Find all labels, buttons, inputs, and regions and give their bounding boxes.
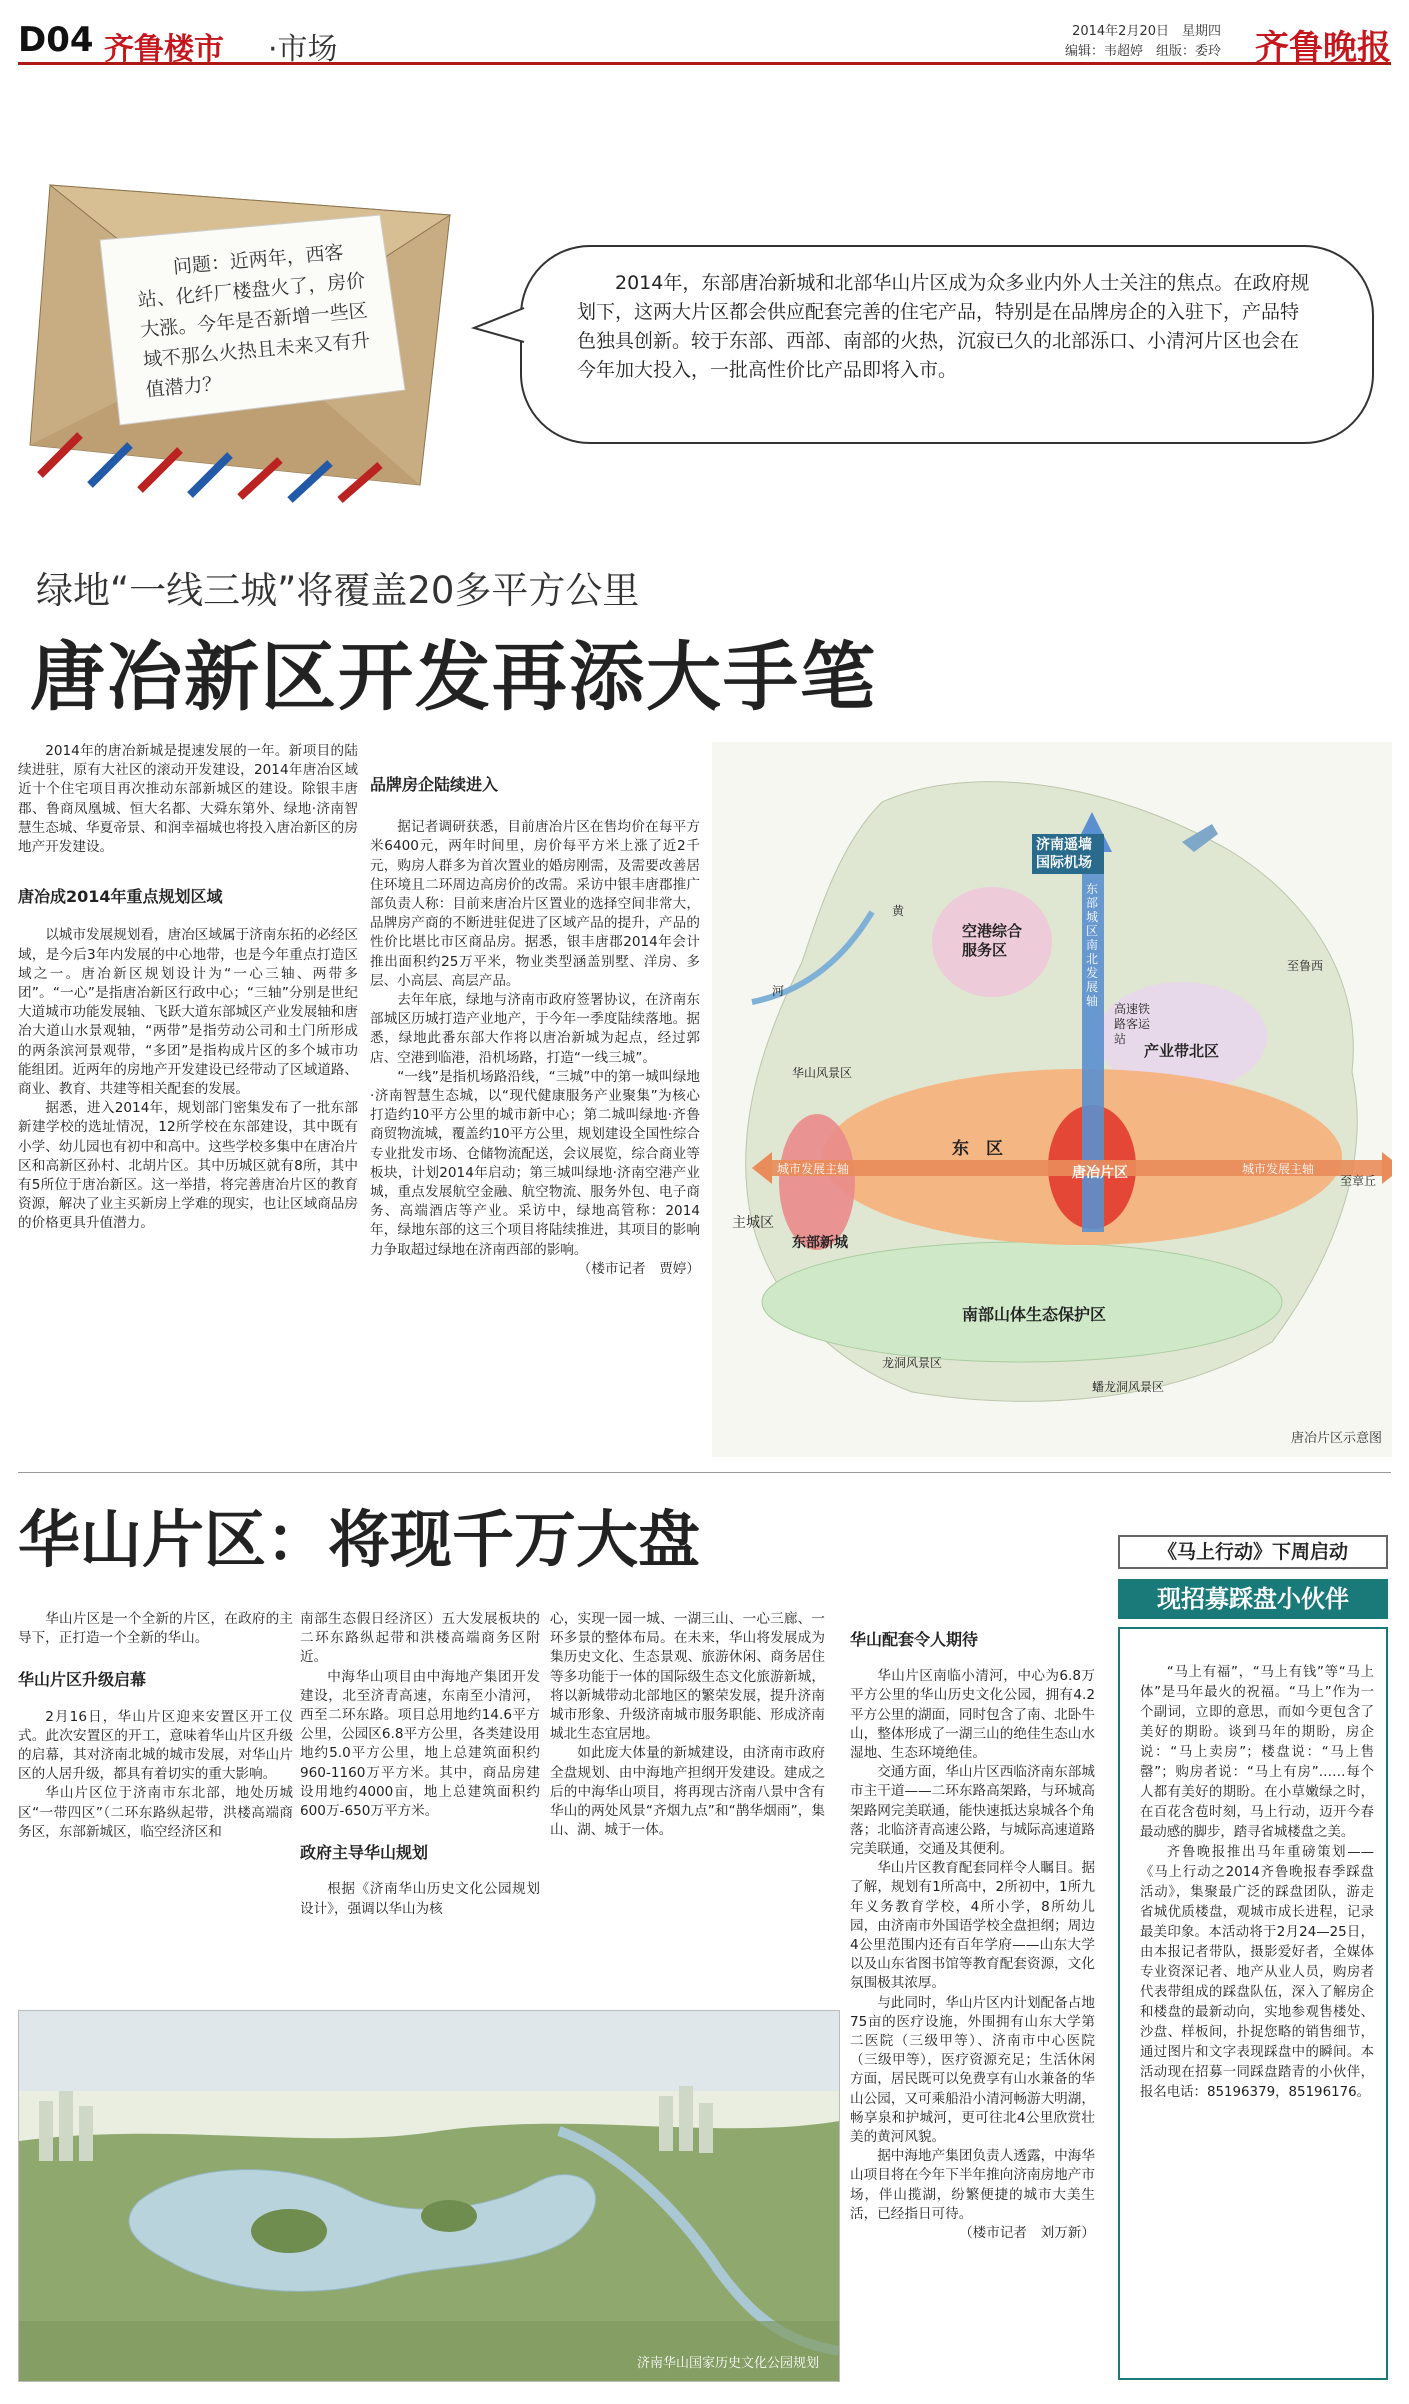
- article2-subhead-2: 政府主导华山规划: [300, 1843, 429, 1863]
- section-title: 齐鲁楼市: [104, 32, 224, 67]
- bubble-tail: [470, 300, 530, 350]
- article1-headline: 唐冶新区开发再添大手笔: [30, 633, 878, 721]
- map-label-highspeed: 高速铁路客运站: [1114, 1002, 1151, 1046]
- aerial-photo-drawing: [19, 2011, 839, 2381]
- tangye-map: [712, 742, 1392, 1457]
- article2-paragraph: 与此同时，华山片区内计划配备占地75亩的医疗设施，外围拥有山东大学第二医院（三级甲等）、济南市中心医院（三级甲等），医疗资源充足；生活休闲方面，居民既可以免费享有山水兼备的华山公园，又可乘船沿小清河畅游大明湖，畅享泉和护城河，更可往北4公里欣赏壮美的黄河风貌。: [850, 1994, 1095, 2146]
- article1-column-1: [18, 742, 358, 1234]
- envelope-illustration: [20, 145, 480, 515]
- article2-subhead-3: 华山配套令人期待: [850, 1630, 979, 1649]
- map-label-panlong: 蟠龙洞风景区: [1092, 1380, 1165, 1394]
- divider: [18, 1472, 1391, 1473]
- answer-bubble: [520, 245, 1374, 444]
- article2-paragraph: 华山片区教育配套同样令人瞩目。据了解，规划有1所高中，2所初中，1所九年义务教育学校，4所小学，8所幼儿园，由济南市外国语学校全盘担纲；周边4公里范围内还有百年学府——山东大学以及山东省图书馆等教育配套资源，文化氛围极其浓厚。: [850, 1860, 1095, 1992]
- article1-paragraph: 据悉，进入2014年，规划部门密集发布了一批东部新建学校的选址情况，12所学校在东部建设，其中既有小学、幼儿园也有初中和高中。这些学校多集中在唐冶片区和高新区孙村、北胡片区。其中历城区就有8所，其中有5所位于唐冶新区。这一举措，将完善唐冶片区的教育资源，解决了业主买新房上学难的现实，也让区域商品房的价格更具升值潜力。: [18, 1100, 358, 1232]
- article2-paragraph: 心，实现一园一城、一湖三山、一心三廊、一环多景的整体布局。在未来，华山将发展成为集历史文化、生态景观、旅游休闲、商务居住等多功能于一体的国际级生态文化旅游新城，将以新城带动北部地区的繁荣发展，提升济南城市形象、升级济南城市服务职能、形成济南城北生态宜居地。: [550, 1611, 825, 1743]
- huashan-aerial-photo: [18, 2010, 840, 2382]
- map-label-yellow-river: 黄: [892, 904, 905, 918]
- map-label-axis-west: 城市发展主轴: [777, 1162, 850, 1176]
- article2-paragraph: 据中海地产集团负责人透露，中海华山项目将在今年下半年推向济南房地产市场，伴山揽湖，纷繁便捷的城市大美生活，已经指日可待。: [850, 2148, 1095, 2222]
- article2-paragraph: 南部生态假日经济区）五大发展板块的二环东路纵起带和洪楼高端商务区附近。: [300, 1611, 540, 1666]
- map-label-main-city: 主城区: [732, 1215, 774, 1231]
- page-code: D04: [18, 20, 94, 60]
- article2-column-4: [850, 1630, 1095, 2243]
- map-label-airport: 济南遥墙国际机场: [1032, 834, 1104, 874]
- map-caption: 唐冶片区示意图: [1290, 1431, 1382, 1446]
- article2-column-2: [300, 1610, 540, 1919]
- sidebar-title: 现招募踩盘小伙伴: [1118, 1579, 1388, 1619]
- article1-kicker: 绿地“一线三城”将覆盖20多平方公里: [36, 569, 640, 612]
- article2-paragraph: 交通方面，华山片区西临济南东部城市主干道——二环东路高架路，与环城高架路网完美联通，能快速抵达泉城各个角落；北临济青高速公路，与城际高速道路完美联通，交通及其便利。: [850, 1764, 1095, 1858]
- map-label-tangye-center: 唐冶片区: [1072, 1165, 1128, 1181]
- map-label-axis-vertical: 东部城区南北发展轴: [1086, 882, 1099, 1008]
- masthead: [18, 18, 1391, 68]
- issue-date: 2014年2月20日 星期四: [1072, 24, 1221, 39]
- article2-paragraph: 2月16日，华山片区迎来安置区开工仪式。此次安置区的开工，意味着华山片区升级的启幕，其对济南北城的城市发展，对华山片区的人居升级，都具有着切实的重大影响。: [18, 1708, 293, 1783]
- map-label-axis-east: 城市发展主轴: [1242, 1162, 1315, 1176]
- article1-subhead-1: 唐冶成2014年重点规划区域: [18, 887, 223, 907]
- sidebar-box: [1118, 1627, 1388, 2380]
- question-note: 问题：近两年，西客站、化纤厂楼盘火了，房价大涨。今年是否新增一些区域不那么火热且未来又有升值潜力？: [136, 241, 372, 402]
- article2-byline: （楼市记者 刘万新）: [959, 2225, 1095, 2242]
- article1-paragraph: 2014年的唐冶新城是提速发展的一年。新项目的陆续进驻，原有大社区的滚动开发建设，2014年唐冶区域近十个住宅项目再次推动东部新城区的建设。除银丰唐郡、鲁商凤凰城、恒大名都、大舜东第外、绿地·济南智慧生态城、华夏帝景、和润幸福城也将投入唐冶新区的房地产开发建设。: [18, 743, 358, 856]
- sidebar-paragraph: 齐鲁晚报推出马年重磅策划——《马上行动之2014齐鲁晚报春季踩盘活动》，集聚最广泛的踩盘团队，游走省城优质楼盘，观城市成长进程，记录最美印象。本活动将于2月24—25日，由本报记者带队，摄影爱好者，全媒体专业资深记者、地产从业人员，购房者代表带组成的踩盘队伍，深入了解房企和楼盘的最新动向，实地参观售楼处、沙盘、样板间，扑捉您略的销售细节，通过图片和文字表现踩盘中的瞬间。本活动现在招募一同踩盘踏青的小伙伴，报名电话：85196379，85196176。: [1140, 1845, 1374, 2100]
- map-label-south-eco: 南部山体生态保护区: [962, 1305, 1107, 1324]
- article1-paragraph: 以城市发展规划看，唐冶区域属于济南东拓的必经区域，是今后3年内发展的中心地带，也是今年重点打造区域之一。唐冶新区规划设计为“一心三轴、两带多团”。“一心”是指唐冶新区行政中心；“三轴”分别是世纪大道城市功能发展轴、飞跃大道东部城区产业发展轴和唐冶大道山水景观轴，“两带”是指劳动公司和土门所形成的两条滨河景观带，“多团”是指构成片区的多个城市功能组团。近两年的房地产开发建设已经带动了区域道路、商业、教育、共建等相关配套的发展。: [18, 927, 358, 1098]
- article2-paragraph: 根据《济南华山历史文化公园规划设计》，强调以华山为核: [300, 1881, 540, 1917]
- sidebar-paragraph: “马上有福”，“马上有钱”等“马上体”是马年最火的祝福。“马上”作为一个副词，立即的意思，而如今更包含了美好的期盼。谈到马年的期盼，房企说：“马上卖房”；楼盘说：“马上售罄”；购房者说：“马上有房”……每个人都有美好的期盼。在小草嫩绿之时，在百花含苞时刻，马上行动，迈开今春最动感的脚步，踏寻省城楼盘之美。: [1140, 1665, 1374, 1840]
- subsection-title: ·市场: [268, 32, 338, 67]
- article1-subhead-2: 品牌房企陆续进入: [370, 775, 499, 794]
- article2-subhead-1: 华山片区升级启幕: [18, 1670, 147, 1690]
- map-label-east-zone: 东 区: [952, 1139, 1003, 1159]
- article2-paragraph: 华山片区位于济南市东北部，地处历城区“一带四区”（二环东路纵起带，洪楼高端商务区，东部新城区，临空经济区和: [18, 1785, 293, 1840]
- article1-byline: （楼市记者 贾婷）: [577, 1260, 700, 1277]
- map-label-to-zhangqiu: 至章丘: [1340, 1174, 1377, 1188]
- map-label-longdong: 龙洞风景区: [882, 1356, 943, 1370]
- map-label-airport-zone: 空港综合服务区: [962, 922, 1023, 959]
- map-label-to-luxi: 至鲁西: [1287, 959, 1324, 973]
- paper-logo: 齐鲁晚报: [1255, 28, 1391, 68]
- article2-paragraph: 如此庞大体量的新城建设，由济南市政府全盘规划、由中海地产担纲开发建设。建成之后的中海华山项目，将再现古济南八景中含有华山的两处风景“齐烟九点”和“鹊华烟雨”，集山、湖、城于一体。: [550, 1745, 825, 1839]
- sidebar: [1118, 1535, 1388, 2380]
- answer-text: 2014年，东部唐冶新城和北部华山片区成为众多业内外人士关注的焦点。在政府规划下，这两大片区都会供应配套完善的住宅产品，特别是在品牌房企的入驻下，产品特色独具创新。较于东部、西部、南部的火热，沉寂已久的北部泺口、小清河片区也会在今年加大投入，一批高性价比产品即将入市。: [577, 272, 1310, 381]
- map-label-east-new-city: 东部新城: [792, 1235, 848, 1251]
- article2-paragraph: 中海华山项目由中海地产集团开发建设，北至济青高速，东南至小清河，西至二环东路。项目总用地约14.6平方公里，公园区6.8平方公里，各类建设用地约5.0平方公里，地上总建筑面积约960-1160万平方米。其中，商品房建设用地约4000亩，地上总建筑面积约600万-650万平方米。: [300, 1668, 540, 1820]
- article1-paragraph: 据记者调研获悉，目前唐冶片区在售均价在每平方米6400元，两年时间里，房价每平方米上涨了近2千元，购房人群多为首次置业的婚房刚需，及需要改善居住环境且二环周边高房价的改需。采访中银丰唐郡推广部负责人称：目前来唐冶片区置业的选择空间非常大，品牌房产商的不断进驻促进了区域产品的提升，产品的性价比堪比市区商品房。据悉，银丰唐郡2014年会计推出面积约25万平米，物业类型涵盖别墅、洋房、多层、小高层、高层产品。: [370, 819, 700, 989]
- article1-paragraph: 去年年底，绿地与济南市政府签署协议，在济南东部城区历城打造产业地产，于今年一季度陆续落地。据悉，绿地此番东部大作将以唐冶新城为起点，经过郭店、空港到临港，沿机场路，打造“一线三城”。: [370, 992, 700, 1066]
- sidebar-header: 《马上行动》下周启动: [1118, 1535, 1388, 1569]
- map-label-river: 河: [772, 984, 785, 998]
- article2-headline: 华山片区：将现千万大盘: [18, 1503, 701, 1576]
- article1-column-2: [370, 775, 700, 1279]
- map-label-huashan: 华山风景区: [792, 1066, 853, 1080]
- map-label-industry-north: 产业带北区: [1144, 1042, 1220, 1060]
- editors-line: 编辑：韦超婷 组版：委玲: [1064, 44, 1221, 59]
- article2-paragraph: 华山片区南临小清河，中心为6.8万平方公里的华山历史文化公园，拥有4.2平方公里的湖面，同时包含了南、北卧牛山，整体形成了一湖三山的绝佳生态山水湿地、生态环境绝佳。: [850, 1668, 1095, 1762]
- article1-paragraph: “一线”是指机场路沿线，“三城”中的第一城叫绿地·济南智慧生态城，以“现代健康服务产业聚集”为核心打造约10平方公里的城市新中心；第二城叫绿地·齐鲁商贸物流城，覆盖约10平方公里，规划建设全国性综合专业批发市场、仓储物流配送，会议展览，综合商业等板块，计划2014年启动；第三城叫绿地·济南空港产业城，重点发展航空金融、航空物流、服务外包、电子商务、高端酒店等产业。采访中，绿地高管称：2014年，绿地东部的这三个项目将陆续推进，其项目的影响力争取超过绿地在济南西部的影响。: [370, 1068, 700, 1258]
- article2-paragraph: 华山片区是一个全新的片区，在政府的主导下，正打造一个全新的华山。: [18, 1611, 293, 1647]
- photo-caption: 济南华山国家历史文化公园规划: [636, 2356, 819, 2371]
- article2-column-1: [18, 1610, 293, 1842]
- article2-column-3: [550, 1610, 825, 1840]
